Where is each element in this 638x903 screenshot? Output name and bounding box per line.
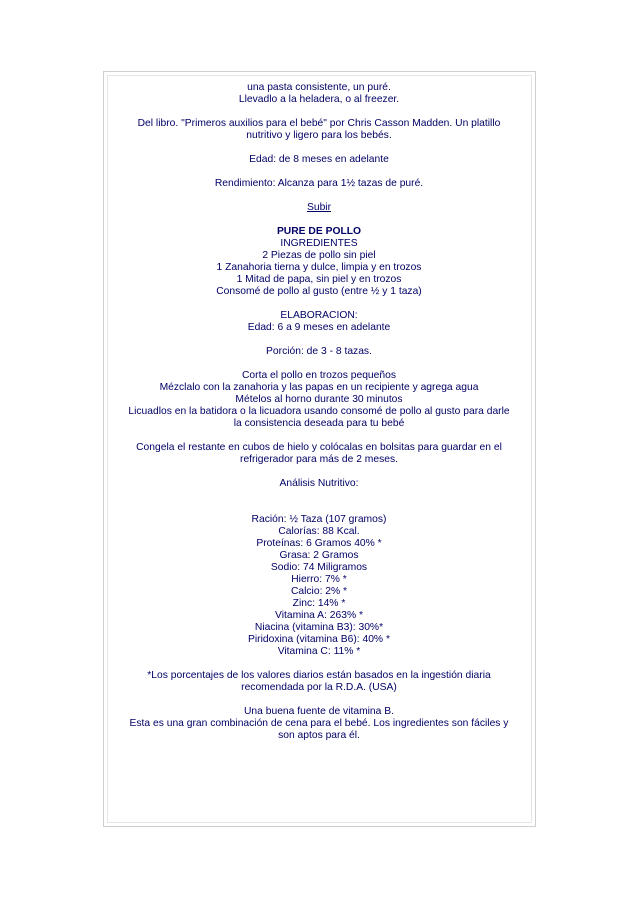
nutrition-item: Ración: ½ Taza (107 gramos) bbox=[251, 514, 387, 525]
freeze-line-1: Congela el restante en cubos de hielo y colócalas en bolsitas para guardar en el bbox=[136, 442, 502, 453]
back-to-top-link[interactable]: Subir bbox=[306, 202, 332, 213]
intro-line-1: una pasta consistente, un puré. bbox=[247, 82, 391, 93]
elaboration-header: ELABORACION: bbox=[280, 310, 358, 321]
elaboration-age: Edad: 6 a 9 meses en adelante bbox=[247, 322, 391, 333]
step-item: la consistencia deseada para tu bebé bbox=[233, 418, 405, 429]
step-item: Mézclalo con la zanahoria y las papas en un recipiente y agrega agua bbox=[159, 382, 479, 393]
nutrition-item: Calcio: 2% * bbox=[290, 586, 348, 597]
nutrition-item: Grasa: 2 Gramos bbox=[279, 550, 359, 561]
nutrition-item: Vitamina C: 11% * bbox=[277, 646, 361, 657]
yield-text: Rendimiento: Alcanza para 1½ tazas de puré. bbox=[214, 178, 424, 189]
nutrition-item: Proteínas: 6 Gramos 40% * bbox=[256, 538, 382, 549]
nutrition-item: Sodio: 74 Miligramos bbox=[270, 562, 368, 573]
nutrition-item: Niacina (vitamina B3): 30%* bbox=[254, 622, 384, 633]
source-line-2: nutritivo y ligero para los bebés. bbox=[246, 130, 392, 141]
footnote-line-1: *Los porcentajes de los valores diarios están basados en la ingestión diaria bbox=[147, 670, 491, 681]
intro-line-2: Llevadlo a la heladera, o al freezer. bbox=[238, 94, 400, 105]
closing-line-3: son aptos para él. bbox=[278, 730, 360, 741]
ingredient-item: 1 Zanahoria tierna y dulce, limpia y en trozos bbox=[216, 262, 422, 273]
ingredient-item: 2 Piezas de pollo sin piel bbox=[262, 250, 376, 261]
source-line-1: Del libro. "Primeros auxilios para el bebé" por Chris Casson Madden. Un platillo bbox=[137, 118, 501, 129]
step-item: Licuadlos en la batidora o la licuadora usando consomé de pollo al gusto para darle bbox=[128, 406, 510, 417]
ingredients-header: INGREDIENTES bbox=[280, 238, 358, 249]
closing-line-2: Esta es una gran combinación de cena para el bebé. Los ingredientes son fáciles y bbox=[129, 718, 509, 729]
ingredient-item: Consomé de pollo al gusto (entre ½ y 1 taza) bbox=[216, 286, 422, 297]
recipe-title: PURE DE POLLO bbox=[276, 226, 362, 237]
nutrition-item: Piridoxina (vitamina B6): 40% * bbox=[248, 634, 390, 645]
recipe-content bbox=[110, 82, 528, 742]
step-item: Mételos al horno durante 30 minutos bbox=[235, 394, 403, 405]
closing-line-1: Una buena fuente de vitamina B. bbox=[244, 706, 394, 717]
nutrition-item: Zinc: 14% * bbox=[292, 598, 346, 609]
portion-text: Porción: de 3 - 8 tazas. bbox=[266, 346, 372, 357]
freeze-line-2: refrigerador para más de 2 meses. bbox=[240, 454, 398, 465]
nutrition-item: Vitamina A: 263% * bbox=[275, 610, 363, 621]
step-item: Corta el pollo en trozos pequeños bbox=[242, 370, 396, 381]
nutrition-header: Análisis Nutritivo: bbox=[279, 478, 359, 489]
ingredient-item: 1 Mitad de papa, sin piel y en trozos bbox=[236, 274, 402, 285]
footnote-line-2: recomendada por la R.D.A. (USA) bbox=[241, 682, 397, 693]
nutrition-item: Calorías: 88 Kcal. bbox=[278, 526, 360, 537]
age-text: Edad: de 8 meses en adelante bbox=[249, 154, 389, 165]
nutrition-item: Hierro: 7% * bbox=[291, 574, 347, 585]
